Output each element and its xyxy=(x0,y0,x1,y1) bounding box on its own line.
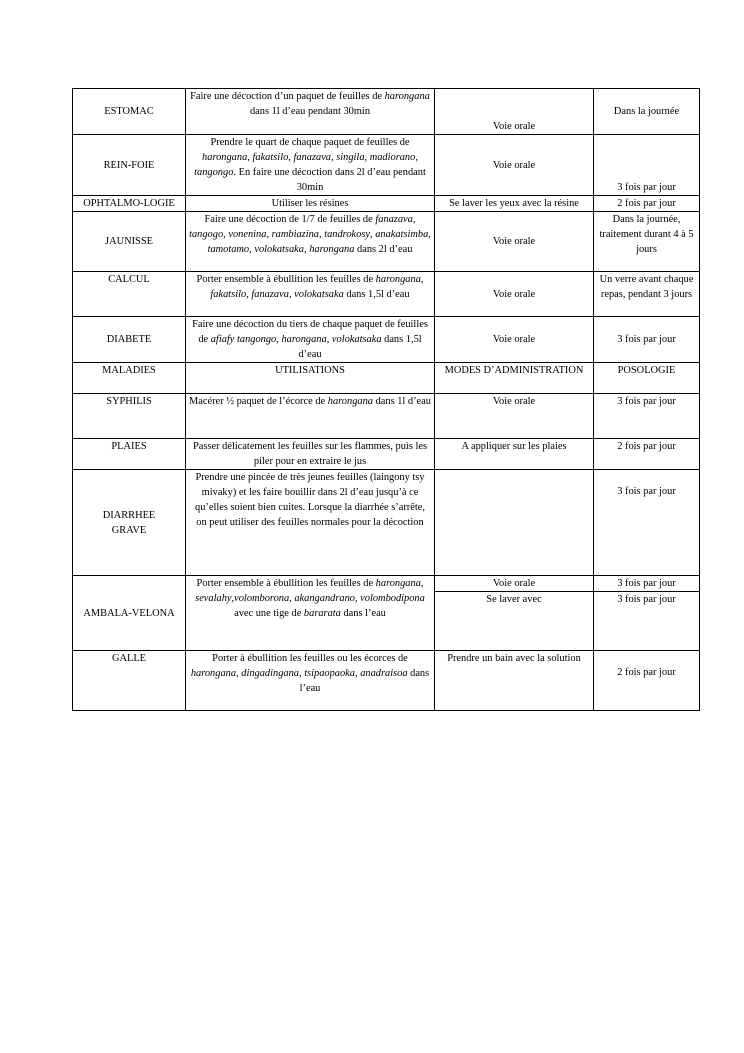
disease-cell: AMBALA-VELONA xyxy=(73,576,186,651)
table-row xyxy=(73,272,700,317)
plant-name: volombodipona xyxy=(360,593,425,604)
administration-cell: A appliquer sur les plaies xyxy=(435,439,594,470)
administration-cell: Voie orale xyxy=(435,272,594,317)
plant-name: fanazava xyxy=(375,214,413,225)
disease-cell: CALCUL xyxy=(73,272,186,317)
usage-cell: Faire une décoction du tiers de chaque paquet de feuilles de afiafy tangongo, harongana, volokatsaka dans 1,5l d’eau xyxy=(186,317,435,363)
usage-cell: Utiliser les résines xyxy=(186,196,435,212)
usage-cell: Faire une décoction de 1/7 de feuilles de fanazava, tangogo, vonenina, rambiazina, tandrokosy, anakatsimba, tamotamo, volokatsaka, harongana dans 2l d’eau xyxy=(186,212,435,272)
disease-cell: PLAIES xyxy=(73,439,186,470)
plant-name: vonenina xyxy=(228,229,267,240)
administration-cell: Voie orale xyxy=(435,89,594,135)
administration-cell: Prendre un bain avec la solution xyxy=(435,651,594,711)
dosage-cell: 3 fois par jour xyxy=(594,576,700,592)
table-header-row xyxy=(73,363,700,394)
disease-cell: OPHTALMO-LOGIE xyxy=(73,196,186,212)
table-row xyxy=(73,439,700,470)
table-row xyxy=(73,470,700,576)
dosage-cell: 3 fois par jour xyxy=(594,470,700,576)
administration-cell: Voie orale xyxy=(435,394,594,439)
plant-name: tsipaopaoka xyxy=(304,668,355,679)
table-row xyxy=(73,196,700,212)
dosage-cell: 2 fois par jour xyxy=(594,651,700,711)
usage-cell: Macérer ½ paquet de l’écorce de harongana dans 1l d’eau xyxy=(186,394,435,439)
administration-cell xyxy=(435,470,594,576)
administration-cell: Voie orale xyxy=(435,317,594,363)
usage-cell: Passer délicatement les feuilles sur les flammes, puis les piler pour en extraire le jus xyxy=(186,439,435,470)
plant-name: harongana xyxy=(202,152,248,163)
dosage-cell: 3 fois par jour xyxy=(594,592,700,651)
table-row xyxy=(73,651,700,711)
usage-cell: Faire une décoction d’un paquet de feuilles de harongana dans 1l d’eau pendant 30min xyxy=(186,89,435,135)
dosage-cell: Un verre avant chaque repas, pendant 3 jours xyxy=(594,272,700,317)
plant-name: harongana xyxy=(327,396,373,407)
administration-cell: Voie orale xyxy=(435,576,594,592)
plant-name: akangandrano xyxy=(294,593,355,604)
column-header-diseases: MALADIES xyxy=(73,363,186,394)
administration-cell: Voie orale xyxy=(435,135,594,196)
plant-name: dingadingana xyxy=(241,668,299,679)
plant-name: volomborona xyxy=(234,593,290,604)
plant-name: anakatsimba xyxy=(375,229,429,240)
plant-name: harongana xyxy=(281,334,327,345)
table-row xyxy=(73,89,700,135)
plant-name: tamotamo xyxy=(207,244,250,255)
plant-name: harongana xyxy=(384,91,430,102)
disease-cell: REIN-FOIE xyxy=(73,135,186,196)
dosage-cell: Dans la journée xyxy=(594,89,700,135)
column-header-dosage: POSOLOGIE xyxy=(594,363,700,394)
plant-name: fakatsilo xyxy=(252,152,289,163)
disease-cell: DIARRHEE GRAVE xyxy=(73,470,186,576)
usage-cell: Prendre le quart de chaque paquet de feuilles de harongana, fakatsilo, fanazava, singila, madiorano, tangongo. En faire une décoction dans 2l d’eau pendant 30min xyxy=(186,135,435,196)
dosage-cell: 3 fois par jour xyxy=(594,394,700,439)
plant-name: volokatsaka xyxy=(294,289,344,300)
plant-name: sevalahy xyxy=(195,593,232,604)
plant-name: tangogo xyxy=(189,229,224,240)
disease-cell: ESTOMAC xyxy=(73,89,186,135)
plant-name: madiorano xyxy=(369,152,416,163)
column-header-administration: MODES D’ADMINISTRATION xyxy=(435,363,594,394)
plant-name: singila xyxy=(336,152,365,163)
administration-cell: Se laver avec xyxy=(435,592,594,651)
column-header-usages: UTILISATIONS xyxy=(186,363,435,394)
administration-cell: Voie orale xyxy=(435,212,594,272)
table-row xyxy=(73,212,700,272)
dosage-cell: 2 fois par jour xyxy=(594,196,700,212)
plant-name: fanazava xyxy=(293,152,332,163)
plant-name: tandrokosy xyxy=(324,229,370,240)
remedies-table xyxy=(72,88,700,711)
plant-name: anadraisoa xyxy=(360,668,408,679)
plant-name: fakatsilo xyxy=(210,289,247,300)
table-row xyxy=(73,135,700,196)
plant-name: harongana xyxy=(190,668,237,679)
disease-cell: DIABETE xyxy=(73,317,186,363)
plant-name: afiafy tangongo xyxy=(210,334,277,345)
dosage-cell: 3 fois par jour xyxy=(594,135,700,196)
usage-cell: Prendre une pincée de très jeunes feuilles (laingony tsy mivaky) et les faire bouillir dans 2l d’eau jusqu’à ce qu’elles soient bien cuites. Lorsque la diarrhée s’arrête, on peut utiliser des feuilles normales pour la décoction xyxy=(186,470,435,576)
table-row xyxy=(73,317,700,363)
disease-cell: GALLE xyxy=(73,651,186,711)
plant-name: harongana xyxy=(309,244,355,255)
plant-name: harongana xyxy=(375,274,421,285)
table-row xyxy=(73,394,700,439)
plant-name: harongana xyxy=(375,578,421,589)
disease-cell: SYPHILIS xyxy=(73,394,186,439)
plant-name: volokatsaka xyxy=(254,244,304,255)
plant-name: rambiazina xyxy=(271,229,319,240)
usage-cell: Porter ensemble à ébullition les feuilles de harongana, sevalahy,volomborona, akangandrano, volombodipona avec une tige de bararata dans l’eau xyxy=(186,576,435,651)
disease-cell: JAUNISSE xyxy=(73,212,186,272)
dosage-cell: 3 fois par jour xyxy=(594,317,700,363)
usage-cell: Porter à ébullition les feuilles ou les écorces de harongana, dingadingana, tsipaopaoka, anadraisoa dans l’eau xyxy=(186,651,435,711)
plant-name: bararata xyxy=(303,608,341,619)
table-row xyxy=(73,576,700,592)
plant-name: tangongo xyxy=(194,167,234,178)
plant-name: fanazava xyxy=(251,289,289,300)
dosage-cell: Dans la journée, traitement durant 4 à 5 jours xyxy=(594,212,700,272)
usage-cell: Porter ensemble à ébullition les feuilles de harongana, fakatsilo, fanazava, volokatsaka dans 1,5l d’eau xyxy=(186,272,435,317)
plant-name: volokatsaka xyxy=(331,334,382,345)
dosage-cell: 2 fois par jour xyxy=(594,439,700,470)
administration-cell: Se laver les yeux avec la résine xyxy=(435,196,594,212)
